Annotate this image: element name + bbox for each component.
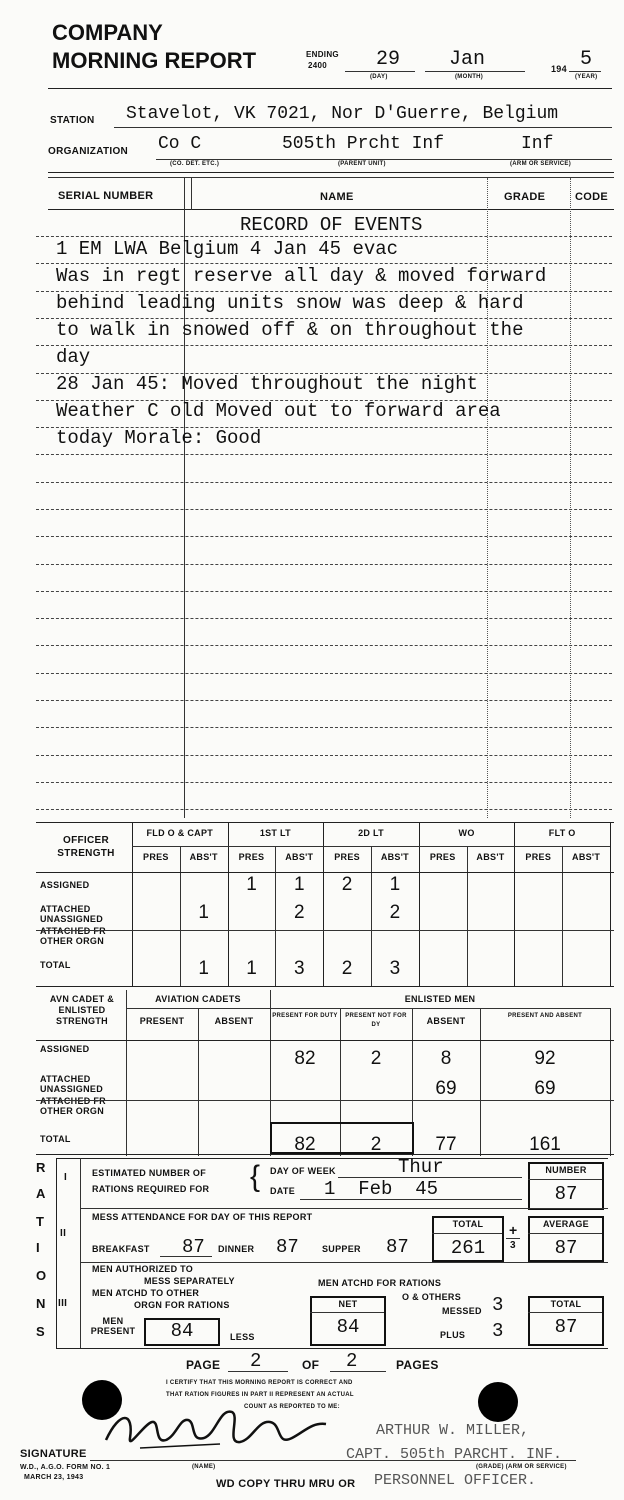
event-line: today Morale: Good xyxy=(56,427,262,449)
enlisted-cell-value: 82 xyxy=(294,1048,316,1069)
net-value: 84 xyxy=(336,1316,360,1338)
officer-group-header: 1ST LT xyxy=(259,828,291,838)
handwritten-signature xyxy=(100,1400,340,1460)
col-grade: GRADE xyxy=(504,191,546,203)
col-name: NAME xyxy=(320,191,354,203)
org-arm: Inf xyxy=(521,134,554,154)
officer-sub-header: PRES xyxy=(429,852,456,862)
officer-row-label: ATTACHED UNASSIGNED xyxy=(40,904,104,924)
of-line xyxy=(330,1371,386,1372)
number-box-divider xyxy=(528,1179,602,1180)
enlisted-col-header: PRESENT xyxy=(139,1016,185,1026)
ruled-line xyxy=(36,318,612,319)
code-col-divider xyxy=(570,178,571,818)
mess-total-label: TOTAL xyxy=(452,1219,484,1229)
breakfast-label: BREAKFAST xyxy=(92,1244,150,1254)
enlisted-cell-value: 2 xyxy=(370,1048,382,1069)
enlisted-cell-value: 8 xyxy=(440,1048,452,1069)
rations-side-letter: N xyxy=(36,1296,46,1311)
enlisted-total-box xyxy=(270,1122,414,1154)
ruled-line xyxy=(36,509,612,510)
rations-side-letter: O xyxy=(36,1268,47,1283)
officer-row-label: ATTACHED FR OTHER ORGN xyxy=(40,926,106,946)
year-caption: (YEAR) xyxy=(575,74,598,80)
event-line: Weather C old Moved out to forward area xyxy=(56,400,501,422)
enlisted-col-rule xyxy=(198,1008,199,1156)
auth-sep-1: MEN AUTHORIZED TO xyxy=(92,1264,194,1274)
event-line: 1 EM LWA Belgium 4 Jan 45 evac xyxy=(56,238,399,260)
enlisted-row-label: ATTACHED UNASSIGNED xyxy=(40,1074,104,1094)
month-caption: (MONTH) xyxy=(455,74,484,80)
ruled-line xyxy=(36,454,612,455)
breakfast-line xyxy=(160,1256,212,1257)
station-label: STATION xyxy=(50,115,95,126)
supper-value: 87 xyxy=(386,1236,409,1258)
number-label: NUMBER xyxy=(545,1165,587,1175)
form-title-morning-report: MORNING REPORT xyxy=(52,48,257,73)
breakfast-value: 87 xyxy=(182,1236,205,1258)
form-no-1: W.D., A.G.O. FORM NO. 1 xyxy=(20,1464,111,1471)
officer-top-rule xyxy=(36,822,614,823)
officer-sub-rule xyxy=(132,846,610,847)
ruled-line xyxy=(36,427,612,428)
rations-side-letter: T xyxy=(36,1214,45,1229)
officer-cell-value: 3 xyxy=(294,958,305,979)
grade-caption: (GRADE) (ARM OR SERVICE) xyxy=(476,1464,567,1470)
officer-cell-value: 1 xyxy=(246,958,257,979)
officer-cell-value: 1 xyxy=(198,958,209,979)
messed-label: MESSED xyxy=(442,1306,482,1316)
enlisted-row-label: TOTAL xyxy=(40,1134,71,1144)
form-title-company: COMPANY xyxy=(52,20,163,45)
year-digit: 5 xyxy=(580,48,593,71)
enlisted-header-rule xyxy=(36,1040,614,1041)
officer-cell-value: 1 xyxy=(294,874,305,895)
enlisted-strength-label: AVN CADET & ENLISTED STRENGTH xyxy=(49,994,115,1026)
officer-cell-value: 1 xyxy=(389,874,401,895)
ruled-line xyxy=(36,345,612,346)
sec-ii: II xyxy=(60,1228,67,1239)
final-total-divider xyxy=(528,1312,602,1313)
enlisted-col-header: PRESENT FOR DUTY xyxy=(272,1013,338,1019)
officer-sub-header: ABS'T xyxy=(476,852,505,862)
ruled-line xyxy=(36,782,612,783)
date-line xyxy=(300,1199,522,1200)
officer-group-header: FLT O xyxy=(548,828,576,838)
signer-name: ARTHUR W. MILLER, xyxy=(376,1422,530,1439)
rations-sec-rule xyxy=(80,1158,81,1348)
event-line: 28 Jan 45: Moved throughout the night xyxy=(56,373,478,395)
enlisted-row-label: ASSIGNED xyxy=(40,1044,90,1054)
of-value: 2 xyxy=(346,1350,358,1372)
net-label: NET xyxy=(338,1299,358,1309)
officer-row-label: TOTAL xyxy=(40,960,71,970)
est-label-2: RATIONS REQUIRED FOR xyxy=(92,1184,210,1194)
event-line: behind leading units snow was deep & hard xyxy=(56,292,524,314)
enlisted-row-label: ATTACHED FR OTHER ORGN xyxy=(40,1096,106,1116)
ruled-line xyxy=(36,236,612,237)
org-parent: 505th Prcht Inf xyxy=(282,134,445,154)
name-caption: (NAME) xyxy=(192,1464,216,1470)
signature-line xyxy=(90,1460,576,1461)
header-rule xyxy=(48,88,612,89)
final-total-value: 87 xyxy=(554,1316,578,1338)
ruled-line xyxy=(36,700,612,701)
rations-side-letter: S xyxy=(36,1324,45,1339)
enlisted-col-rule xyxy=(610,1008,611,1156)
mess-label: MESS ATTENDANCE FOR DAY OF THIS REPORT xyxy=(92,1212,313,1222)
officer-cell-value: 2 xyxy=(341,874,353,895)
org-rule xyxy=(48,172,614,173)
org-rule-2 xyxy=(48,177,614,178)
ruled-line xyxy=(36,373,612,374)
ruled-line xyxy=(36,482,612,483)
rations-left-rule xyxy=(56,1158,57,1348)
enlisted-cell-value: 161 xyxy=(529,1134,561,1155)
final-total-label: TOTAL xyxy=(550,1299,582,1309)
atchd-for-rations: MEN ATCHD FOR RATIONS xyxy=(318,1278,442,1288)
pages-label: PAGES xyxy=(396,1358,439,1372)
year-line xyxy=(569,71,601,72)
organization-label: ORGANIZATION xyxy=(48,146,129,157)
station-value: Stavelot, VK 7021, Nor D'Guerre, Belgium xyxy=(126,104,559,124)
certify-1: I CERTIFY THAT THIS MORNING REPORT IS CORRECT AND xyxy=(166,1380,353,1386)
col-serial: SERIAL NUMBER xyxy=(58,190,154,202)
serial-col-divider-2 xyxy=(191,178,192,210)
event-line: to walk in snowed off & on throughout the xyxy=(56,319,524,341)
year-prefix: 194 xyxy=(551,64,567,74)
ruled-line xyxy=(36,263,612,264)
signature-label: SIGNATURE xyxy=(20,1448,87,1460)
officer-col-rule xyxy=(467,846,468,986)
officer-cell-value: 1 xyxy=(246,874,257,895)
event-line: day xyxy=(56,346,91,368)
col-code: CODE xyxy=(575,191,608,203)
form-no-2: MARCH 23, 1943 xyxy=(24,1474,84,1481)
sec-i: I xyxy=(64,1172,68,1183)
of-label: OF xyxy=(302,1358,320,1372)
enlisted-bottom-rule xyxy=(36,1154,614,1155)
officer-col-rule xyxy=(562,846,563,986)
month-line xyxy=(425,71,525,72)
ruled-line xyxy=(36,618,612,619)
officer-sub-header: ABS'T xyxy=(189,852,218,862)
signer-title: CAPT. 505th PARCHT. INF. xyxy=(346,1446,563,1463)
officer-cell-value: 1 xyxy=(198,902,209,923)
ruled-line xyxy=(36,645,612,646)
atchd-other-1: MEN ATCHD TO OTHER xyxy=(92,1288,200,1298)
enlisted-col-header: ABSENT xyxy=(426,1016,466,1026)
enlisted-col-header: ABSENT xyxy=(214,1016,254,1026)
rations-sec1-rule xyxy=(80,1208,608,1209)
org-caption-arm: (ARM OR SERVICE) xyxy=(510,161,572,167)
event-line: Was in regt reserve all day & moved forward xyxy=(56,265,547,287)
officer-cell-value: 2 xyxy=(341,958,353,979)
others-label: O & OTHERS xyxy=(402,1292,462,1302)
net-box-divider xyxy=(310,1312,384,1313)
date-label: DATE xyxy=(270,1186,296,1196)
officer-sub-header: PRES xyxy=(525,852,552,862)
ruled-line xyxy=(36,536,612,537)
officer-col-rule xyxy=(610,822,611,986)
enlisted-cell-value: 77 xyxy=(435,1134,457,1155)
average-label: AVERAGE xyxy=(543,1219,589,1229)
dinner-value: 87 xyxy=(276,1236,299,1258)
ruled-line xyxy=(36,727,612,728)
ending-time: 2400 xyxy=(308,61,327,70)
enlisted-row-rule xyxy=(36,1100,614,1101)
officer-sub-header: ABS'T xyxy=(285,852,314,862)
rations-side-letter: R xyxy=(36,1160,46,1175)
rations-sec2-rule xyxy=(80,1262,608,1263)
events-heading: RECORD OF EVENTS xyxy=(240,214,423,236)
officer-sub-header: ABS'T xyxy=(380,852,409,862)
org-caption-company: (CO. DET. ETC.) xyxy=(170,161,220,167)
dow-value: Thur xyxy=(398,1156,444,1178)
men-present-value: 84 xyxy=(170,1320,194,1342)
enlisted-group-header: ENLISTED MEN xyxy=(404,994,476,1004)
report-month: Jan xyxy=(449,48,486,71)
ruled-line xyxy=(36,291,612,292)
enlisted-cell-value: 2 xyxy=(370,1134,382,1155)
officer-cell-value: 2 xyxy=(294,902,305,923)
rations-top-rule xyxy=(56,1158,608,1159)
plus-sign: + xyxy=(509,1222,518,1238)
cadets-group-header: AVIATION CADETS xyxy=(155,994,241,1004)
brace: { xyxy=(250,1160,261,1193)
officer-row-rule xyxy=(36,930,614,931)
officer-sub-header: PRES xyxy=(238,852,265,862)
atchd-other-2: ORGN FOR RATIONS xyxy=(134,1300,230,1310)
wd-copy: WD COPY THRU MRU OR xyxy=(216,1478,356,1490)
personnel-officer: PERSONNEL OFFICER. xyxy=(374,1472,537,1489)
enlisted-cell-value: 69 xyxy=(534,1078,556,1099)
divide-line xyxy=(506,1238,520,1239)
enlisted-col-header: PRESENT AND ABSENT xyxy=(507,1013,583,1019)
divide-3: 3 xyxy=(510,1240,516,1251)
officer-strength-label: OFFICER STRENGTH xyxy=(57,835,115,859)
ruled-line xyxy=(36,673,612,674)
enlisted-col-rule xyxy=(126,990,127,1156)
dinner-label: DINNER xyxy=(218,1244,255,1254)
less-label: LESS xyxy=(230,1332,255,1342)
auth-sep-2: MESS SEPARATELY xyxy=(144,1276,235,1286)
date-value: 1 Feb 45 xyxy=(324,1178,439,1200)
average-box-divider xyxy=(528,1233,602,1234)
day-caption: (DAY) xyxy=(370,74,388,80)
page-label: PAGE xyxy=(186,1358,221,1372)
dow-label: DAY OF WEEK xyxy=(270,1166,336,1176)
sec-iii: III xyxy=(58,1298,68,1309)
plus-label: PLUS xyxy=(440,1330,466,1340)
ruled-line xyxy=(36,755,612,756)
enlisted-cell-value: 69 xyxy=(435,1078,457,1099)
rations-side-letter: A xyxy=(36,1186,46,1201)
est-label-1: ESTIMATED NUMBER OF xyxy=(92,1168,207,1178)
plus-value: 3 xyxy=(492,1320,504,1342)
rations-bottom-rule xyxy=(56,1348,608,1349)
punch-hole-right xyxy=(478,1382,518,1422)
officer-header-rule xyxy=(36,872,614,873)
mess-total-value: 261 xyxy=(450,1237,486,1259)
page-line xyxy=(228,1371,288,1372)
messed-value: 3 xyxy=(492,1294,504,1316)
supper-label: SUPPER xyxy=(322,1244,361,1254)
org-caption-parent: (PARENT UNIT) xyxy=(338,161,386,167)
report-day: 29 xyxy=(376,48,401,71)
page-value: 2 xyxy=(250,1350,262,1372)
certify-3: COUNT AS REPORTED TO ME: xyxy=(244,1404,340,1410)
enlisted-col-header: PRESENT NOT FOR DY xyxy=(345,1013,407,1028)
org-company: Co C xyxy=(158,134,202,154)
ending-label: ENDING xyxy=(306,50,339,59)
officer-group-header: 2D LT xyxy=(358,828,384,838)
day-line xyxy=(345,71,415,72)
officer-sub-header: PRES xyxy=(334,852,360,862)
org-line xyxy=(156,159,612,160)
number-value: 87 xyxy=(554,1183,578,1205)
station-line xyxy=(114,127,612,128)
rations-side-letter: I xyxy=(36,1240,40,1255)
ruled-line xyxy=(36,564,612,565)
enlisted-cell-value: 82 xyxy=(294,1134,316,1155)
enlisted-cell-value: 92 xyxy=(534,1048,556,1069)
officer-cell-value: 2 xyxy=(389,902,401,923)
officer-bottom-rule xyxy=(36,986,614,987)
col-header-rule xyxy=(48,209,614,210)
officer-group-header: WO xyxy=(458,828,475,838)
officer-group-header: FLD O & CAPT xyxy=(146,828,214,838)
ruled-line xyxy=(36,591,612,592)
ruled-line xyxy=(36,400,612,401)
certify-2: THAT RATION FIGURES IN PART II REPRESENT AN ACTUAL xyxy=(166,1392,354,1398)
officer-sub-header: PRES xyxy=(143,852,169,862)
ruled-line xyxy=(36,809,612,810)
men-present-label: MEN PRESENT xyxy=(90,1316,136,1336)
total-box-divider xyxy=(432,1233,502,1234)
officer-row-label: ASSIGNED xyxy=(40,880,90,890)
officer-sub-header: ABS'T xyxy=(572,852,601,862)
average-value: 87 xyxy=(554,1237,578,1259)
officer-cell-value: 3 xyxy=(389,958,401,979)
